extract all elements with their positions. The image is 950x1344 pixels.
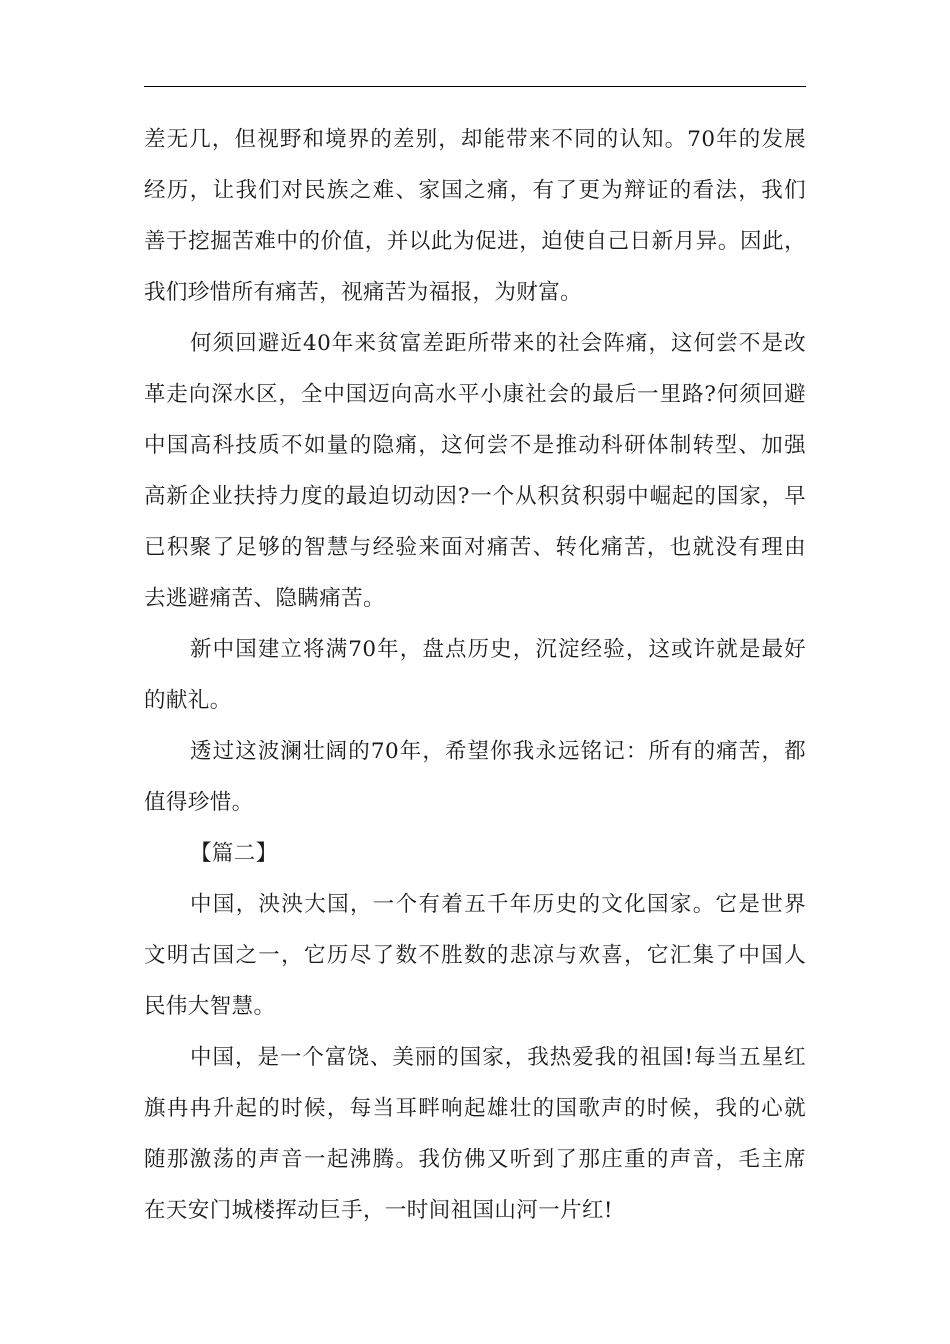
- text-line: 高新企业扶持力度的最迫切动因?一个从积贫积弱中崛起的国家，早: [144, 484, 806, 509]
- text-line: 新中国建立将满70年，盘点历史，沉淀经验，这或许就是最好: [190, 637, 806, 662]
- text-line: 随那激荡的声音一起沸腾。我仿佛又听到了那庄重的声音，毛主席: [144, 1147, 806, 1172]
- text-line: 经历，让我们对民族之难、家国之痛，有了更为辩证的看法，我们: [144, 178, 806, 203]
- body-text: [144, 114, 806, 1236]
- text-line: 我们珍惜所有痛苦，视痛苦为福报，为财富。: [144, 280, 583, 305]
- text-line: 中国，泱泱大国，一个有着五千年历史的文化国家。它是世界: [190, 892, 806, 917]
- text-line: 去逃避痛苦、隐瞒痛苦。: [144, 586, 385, 611]
- text-line: 在天安门城楼挥动巨手，一时间祖国山河一片红!: [144, 1198, 613, 1223]
- paragraph: [144, 624, 806, 726]
- paragraph: [144, 1032, 806, 1236]
- text-line: 中国，是一个富饶、美丽的国家，我热爱我的祖国!每当五星红: [190, 1045, 806, 1070]
- text-line: 文明古国之一，它历尽了数不胜数的悲凉与欢喜，它汇集了中国人: [144, 943, 806, 968]
- text-line: 已积聚了足够的智慧与经验来面对痛苦、转化痛苦，也就没有理由: [144, 535, 806, 560]
- text-line: 民伟大智慧。: [144, 994, 276, 1019]
- paragraph: [144, 726, 806, 828]
- paragraph: [144, 114, 806, 318]
- text-line: 旗冉冉升起的时候，每当耳畔响起雄壮的国歌声的时候，我的心就: [144, 1096, 806, 1121]
- text-line: 革走向深水区，全中国迈向高水平小康社会的最后一里路?何须回避: [144, 382, 806, 407]
- text-line: 的献礼。: [144, 688, 232, 713]
- text-line: 何须回避近40年来贫富差距所带来的社会阵痛，这何尝不是改: [190, 331, 806, 356]
- text-line: 透过这波澜壮阔的70年，希望你我永远铭记：所有的痛苦，都: [190, 739, 806, 764]
- section-heading-text: 【篇二】: [190, 841, 278, 866]
- section-heading: [144, 828, 806, 879]
- text-line: 值得珍惜。: [144, 790, 254, 815]
- paragraph: [144, 318, 806, 624]
- text-line: 中国高科技质不如量的隐痛，这何尝不是推动科研体制转型、加强: [144, 433, 806, 458]
- text-line: 善于挖掘苦难中的价值，并以此为促进，迫使自己日新月异。因此，: [144, 229, 806, 254]
- paragraph: [144, 879, 806, 1032]
- header-rule: [144, 86, 806, 87]
- text-line: 差无几，但视野和境界的差别，却能带来不同的认知。70年的发展: [144, 127, 806, 152]
